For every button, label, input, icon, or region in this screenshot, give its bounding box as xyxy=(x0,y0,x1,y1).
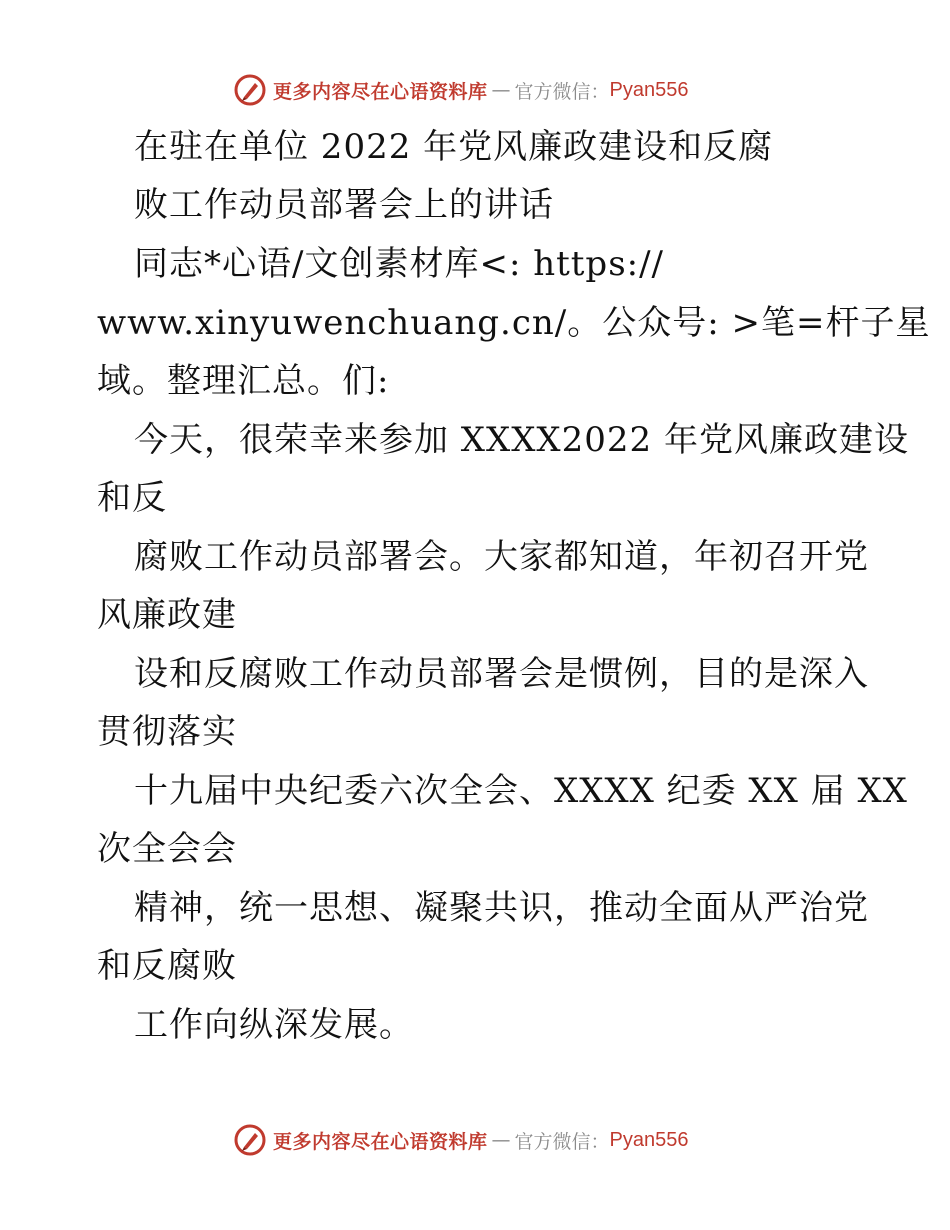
document-title-line-1: 在驻在单位 2022 年党风廉政建设和反腐 xyxy=(134,127,774,167)
paragraph-line: 设和反腐败工作动员部署会是惯例，目的是深入 xyxy=(134,654,869,694)
paragraph-line: 次全会会 xyxy=(97,829,237,869)
salutation-line: 同志*心语/文创素材库<: https:// xyxy=(134,244,665,284)
banner-slogan: 更多内容尽在心语资料库 xyxy=(273,1130,488,1153)
paragraph-line: 和反腐败 xyxy=(97,946,237,986)
footer-banner xyxy=(233,1120,689,1160)
header-banner xyxy=(233,70,689,110)
banner-wechat-id: Pyan556 xyxy=(609,1128,689,1151)
banner-wechat-label: 官方微信： xyxy=(514,1130,610,1153)
banner-wechat-label: 官方微信： xyxy=(514,80,610,103)
source-url-line: www.xinyuwenchuang.cn/。公众号: >笔=杆子星 xyxy=(97,303,931,343)
paragraph-line: 今天，很荣幸来参加 XXXX2022 年党风廉政建设 xyxy=(134,420,909,460)
banner-separator: — xyxy=(491,1129,511,1151)
banner-wechat-id: Pyan556 xyxy=(609,78,689,101)
paragraph-line: 精神，统一思想、凝聚共识，推动全面从严治党 xyxy=(134,888,869,928)
banner-separator: — xyxy=(491,79,511,101)
banner-slogan: 更多内容尽在心语资料库 xyxy=(273,80,488,103)
paragraph-line: 风廉政建 xyxy=(97,595,237,635)
paragraph-line: 十九届中央纪委六次全会、XXXX 纪委 XX 届 XX xyxy=(134,771,908,811)
document-title-line-2: 败工作动员部署会上的讲话 xyxy=(134,185,554,225)
pen-logo-icon xyxy=(233,73,267,107)
paragraph-line: 工作向纵深发展。 xyxy=(134,1005,414,1045)
paragraph-line: 和反 xyxy=(97,478,167,518)
pen-logo-icon xyxy=(233,1123,267,1157)
paragraph-line: 贯彻落实 xyxy=(97,712,237,752)
paragraph-line: 腐败工作动员部署会。大家都知道，年初召开党 xyxy=(134,537,869,577)
salutation-end-line: 域。整理汇总。们: xyxy=(97,361,390,401)
